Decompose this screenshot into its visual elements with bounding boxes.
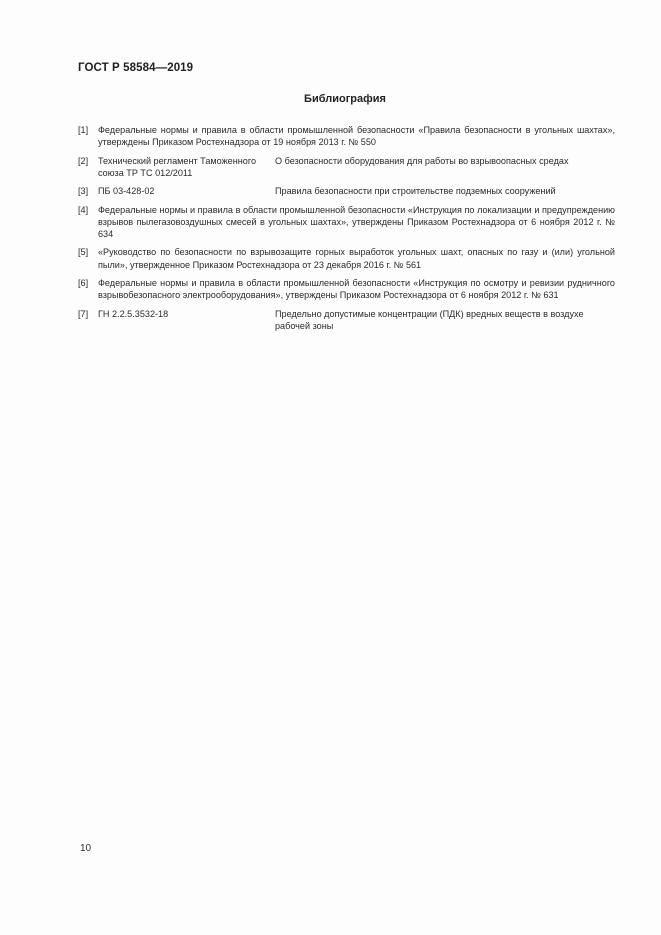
bibliography-entry-4 — [78, 204, 615, 241]
entry-two-column — [98, 155, 615, 179]
bibliography-entry-5 — [78, 246, 615, 270]
entry-title: О безопасности оборудования для работы во взрывоопасных средах — [275, 155, 569, 166]
entry-number: [5] — [78, 247, 89, 258]
bibliography-entry-3 — [78, 185, 615, 197]
entry-number: [6] — [78, 277, 89, 288]
entry-two-column — [98, 185, 615, 197]
entry-designation: Технический регламент Таможенного союза ТР ТС 012/2011 — [98, 155, 257, 178]
entry-title: Правила безопасности при строительстве подземных сооружений — [275, 186, 556, 197]
entry-two-column — [98, 308, 615, 332]
entry-title: Предельно допустимые концентрации (ПДК) вредных веществ в воздухе рабочей зоны — [275, 308, 584, 331]
bibliography-entry-1 — [78, 124, 615, 148]
entry-text: Федеральные нормы и правила в области промышленной безопасности «Инструкция по осмотру и ревизии рудничного взрывобезопасного электрооборудования», утверждены Приказом Ростехнадзора от 6 ноября 2012 г. № 631 — [98, 277, 615, 301]
entry-designation: ПБ 03-428-02 — [98, 186, 155, 197]
document-standard-header: ГОСТ Р 58584—2019 — [78, 62, 194, 74]
bibliography-list — [78, 124, 615, 338]
entry-number: [2] — [78, 155, 89, 166]
bibliography-entry-6 — [78, 277, 615, 301]
bibliography-entry-2 — [78, 155, 615, 179]
entry-text: «Руководство по безопасности по взрывозащите горных выработок угольных шахт, опасных по газу и (или) угольной пыли», утвержденное Приказом Ростехнадзора от 23 декабря 2016 г. № 561 — [98, 247, 615, 270]
entry-text: Федеральные нормы и правила в области промышленной безопасности «Инструкция по локализации и предупреждению взрывов пылегазовоздушных смесей в угольных шахтах», утверждены Приказом Ростехнадзора от 6 ноября 2012 г. № 634 — [98, 204, 615, 239]
page-number: 10 — [80, 843, 92, 854]
section-title: Библиография — [304, 93, 386, 105]
entry-number: [1] — [78, 125, 89, 135]
entry-number: [4] — [78, 204, 89, 215]
entry-number: [7] — [78, 308, 89, 319]
entry-number: [3] — [78, 186, 89, 197]
entry-text: Федеральные нормы и правила в области промышленной безопасности «Правила безопасности в угольных шахтах», утверждены Приказом Ростехнадзора от 19 ноября 2013 г. № 550 — [98, 125, 615, 148]
bibliography-entry-7 — [78, 308, 615, 332]
entry-designation: ГН 2.2.5.3532-18 — [98, 308, 169, 319]
